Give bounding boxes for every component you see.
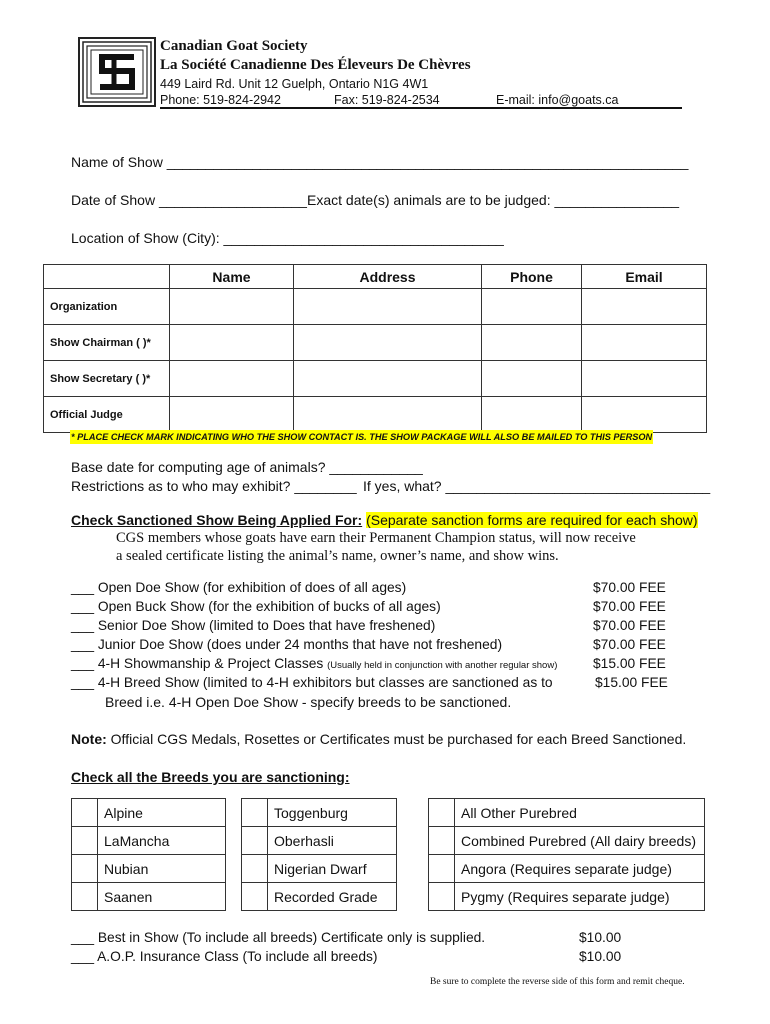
table-row bbox=[429, 855, 705, 883]
org-name-french: La Société Canadienne Des Éleveurs De Chèvres bbox=[160, 57, 471, 73]
table-header: Email bbox=[582, 265, 707, 289]
table-row bbox=[44, 397, 707, 433]
breed-label: Recorded Grade bbox=[268, 883, 397, 911]
sanction-option-open-doe[interactable] bbox=[71, 580, 691, 599]
breed-checkbox-nigerian-dwarf[interactable] bbox=[242, 855, 268, 883]
table-row bbox=[429, 799, 705, 827]
sanction-option-4h-breed[interactable] bbox=[71, 675, 691, 694]
breed-label: LaMancha bbox=[98, 827, 226, 855]
breed-checkbox-toggenburg[interactable] bbox=[242, 799, 268, 827]
note-label: Note: bbox=[71, 731, 107, 747]
breed-label: Nubian bbox=[98, 855, 226, 883]
sanction-option-text bbox=[71, 656, 557, 671]
reverse-side-footer-note: Be sure to complete the reverse side of this form and remit cheque. bbox=[430, 977, 685, 987]
judge-email-cell[interactable] bbox=[582, 397, 707, 433]
breeds-table-col-1 bbox=[71, 798, 226, 911]
breed-show-continuation: Breed i.e. 4-H Open Doe Show - specify breeds to be sanctioned. bbox=[105, 694, 512, 710]
breed-checkbox-all-other-purebred[interactable] bbox=[429, 799, 455, 827]
sanction-option-small-note: (Usually held in conjunction with another regular show) bbox=[327, 660, 558, 671]
date-of-show-field[interactable]: Date of Show ___________________ bbox=[71, 192, 307, 208]
secretary-phone-cell[interactable] bbox=[482, 361, 582, 397]
breed-checkbox-recorded-grade[interactable] bbox=[242, 883, 268, 911]
organization-address-cell[interactable] bbox=[294, 289, 482, 325]
contacts-table bbox=[43, 264, 707, 433]
champion-notice-line-2: a sealed certificate listing the animal’s name, owner’s name, and show wins. bbox=[116, 548, 559, 564]
table-row bbox=[44, 289, 707, 325]
org-fax: Fax: 519-824-2534 bbox=[334, 93, 440, 107]
org-contact-line bbox=[160, 93, 682, 109]
table-row bbox=[72, 827, 226, 855]
org-phone: Phone: 519-824-2942 bbox=[160, 93, 281, 107]
table-row bbox=[242, 855, 397, 883]
sanction-option-fee: $70.00 FEE bbox=[593, 580, 666, 595]
table-header: Phone bbox=[482, 265, 582, 289]
restrictions-detail-field[interactable]: If yes, what? __________________________________ bbox=[363, 478, 711, 494]
breed-checkbox-alpine[interactable] bbox=[72, 799, 98, 827]
breed-label: All Other Purebred bbox=[455, 799, 705, 827]
sanction-option-main-text: ___ 4-H Showmanship & Project Classes bbox=[71, 656, 328, 671]
organization-phone-cell[interactable] bbox=[482, 289, 582, 325]
sanction-option-4h-showmanship[interactable] bbox=[71, 656, 691, 675]
sanction-option-fee: $70.00 FEE bbox=[593, 637, 666, 652]
judge-phone-cell[interactable] bbox=[482, 397, 582, 433]
breed-label: Combined Purebred (All dairy breeds) bbox=[455, 827, 705, 855]
breed-label: Saanen bbox=[98, 883, 226, 911]
breed-checkbox-oberhasli[interactable] bbox=[242, 827, 268, 855]
table-row bbox=[44, 361, 707, 397]
breed-label: Oberhasli bbox=[268, 827, 397, 855]
sanction-option-junior-doe[interactable] bbox=[71, 637, 691, 656]
table-header: Name bbox=[170, 265, 294, 289]
breeds-table-col-2 bbox=[241, 798, 397, 911]
extra-option-fee: $10.00 bbox=[579, 930, 622, 945]
base-date-field[interactable]: Base date for computing age of animals? ____________ bbox=[71, 459, 423, 475]
location-field[interactable]: Location of Show (City): ____________________________________ bbox=[71, 230, 504, 246]
row-label-organization: Organization bbox=[44, 289, 170, 325]
exact-dates-field[interactable]: Exact date(s) animals are to be judged: ________________ bbox=[307, 192, 680, 208]
medals-note bbox=[71, 731, 686, 747]
breed-label: Alpine bbox=[98, 799, 226, 827]
breed-label: Nigerian Dwarf bbox=[268, 855, 397, 883]
breed-checkbox-lamancha[interactable] bbox=[72, 827, 98, 855]
secretary-email-cell[interactable] bbox=[582, 361, 707, 397]
sanction-option-fee: $70.00 FEE bbox=[593, 599, 666, 614]
table-row bbox=[242, 799, 397, 827]
breed-checkbox-combined-purebred[interactable] bbox=[429, 827, 455, 855]
table-row bbox=[242, 883, 397, 911]
breed-checkbox-nubian[interactable] bbox=[72, 855, 98, 883]
sanction-option-fee: $15.00 FEE bbox=[593, 656, 666, 671]
sanction-option-text: ___ Open Buck Show (for the exhibition of bucks of all ages) bbox=[71, 599, 441, 614]
table-header: Address bbox=[294, 265, 482, 289]
note-text: Official CGS Medals, Rosettes or Certificates must be purchased for each Breed Sanctioned. bbox=[106, 731, 687, 747]
secretary-address-cell[interactable] bbox=[294, 361, 482, 397]
sanction-option-fee: $15.00 FEE bbox=[595, 675, 668, 690]
sanction-option-text: ___ Open Doe Show (for exhibition of does of all ages) bbox=[71, 580, 407, 595]
table-row bbox=[429, 827, 705, 855]
judge-name-cell[interactable] bbox=[170, 397, 294, 433]
table-header-row bbox=[44, 265, 707, 289]
sanction-heading-label: Check Sanctioned Show Being Applied For: bbox=[71, 512, 363, 528]
extra-option-text: ___ Best in Show (To include all breeds) Certificate only is supplied. bbox=[71, 930, 486, 945]
org-address: 449 Laird Rd. Unit 12 Guelph, Ontario N1G 4W1 bbox=[160, 77, 429, 91]
restrictions-field[interactable]: Restrictions as to who may exhibit? ________ bbox=[71, 478, 357, 494]
table-row bbox=[72, 799, 226, 827]
org-email: E-mail: info@goats.ca bbox=[496, 93, 619, 107]
breed-label: Toggenburg bbox=[268, 799, 397, 827]
contact-checkmark-note: * PLACE CHECK MARK INDICATING WHO THE SHOW CONTACT IS. THE SHOW PACKAGE WILL ALSO BE MAILED TO THIS PERSON bbox=[71, 432, 653, 442]
organization-email-cell[interactable] bbox=[582, 289, 707, 325]
table-row bbox=[72, 883, 226, 911]
breed-checkbox-angora[interactable] bbox=[429, 855, 455, 883]
aop-insurance-option[interactable] bbox=[71, 949, 691, 968]
sanction-option-text: ___ 4-H Breed Show (limited to 4-H exhibitors but classes are sanctioned as to bbox=[71, 675, 553, 690]
org-name-english: Canadian Goat Society bbox=[160, 38, 308, 54]
best-in-show-option[interactable] bbox=[71, 930, 691, 949]
breeds-table-col-3 bbox=[428, 798, 705, 911]
row-label-show-chairman[interactable]: Show Chairman ( )* bbox=[44, 325, 170, 361]
sanction-option-open-buck[interactable] bbox=[71, 599, 691, 618]
sanction-option-fee: $70.00 FEE bbox=[593, 618, 666, 633]
chairman-phone-cell[interactable] bbox=[482, 325, 582, 361]
row-label-official-judge: Official Judge bbox=[44, 397, 170, 433]
organization-name-cell[interactable] bbox=[170, 289, 294, 325]
sanction-option-text: ___ Senior Doe Show (limited to Does that have freshened) bbox=[71, 618, 436, 633]
champion-notice-line-1: CGS members whose goats have earn their Permanent Champion status, will now receive bbox=[116, 530, 636, 546]
sanction-heading-note: (Separate sanction forms are required for each show) bbox=[366, 512, 698, 528]
table-header-blank bbox=[44, 265, 170, 289]
breed-label: Angora (Requires separate judge) bbox=[455, 855, 705, 883]
breeds-heading: Check all the Breeds you are sanctioning: bbox=[71, 769, 350, 785]
judge-address-cell[interactable] bbox=[294, 397, 482, 433]
secretary-name-cell[interactable] bbox=[170, 361, 294, 397]
chairman-name-cell[interactable] bbox=[170, 325, 294, 361]
table-row bbox=[72, 855, 226, 883]
sanction-option-senior-doe[interactable] bbox=[71, 618, 691, 637]
table-row bbox=[242, 827, 397, 855]
breed-label: Pygmy (Requires separate judge) bbox=[455, 883, 705, 911]
table-row bbox=[44, 325, 707, 361]
cgs-logo-icon bbox=[78, 37, 156, 107]
sanction-option-text: ___ Junior Doe Show (does under 24 months that have not freshened) bbox=[71, 637, 503, 652]
name-of-show-field[interactable]: Name of Show ___________________________________________________________________ bbox=[71, 154, 689, 170]
sanction-heading bbox=[71, 512, 698, 528]
breed-checkbox-saanen[interactable] bbox=[72, 883, 98, 911]
row-label-show-secretary[interactable]: Show Secretary ( )* bbox=[44, 361, 170, 397]
table-row bbox=[429, 883, 705, 911]
chairman-address-cell[interactable] bbox=[294, 325, 482, 361]
chairman-email-cell[interactable] bbox=[582, 325, 707, 361]
extra-option-fee: $10.00 bbox=[579, 949, 622, 964]
breed-checkbox-pygmy[interactable] bbox=[429, 883, 455, 911]
extra-option-text: ___ A.O.P. Insurance Class (To include all breeds) bbox=[71, 949, 378, 964]
